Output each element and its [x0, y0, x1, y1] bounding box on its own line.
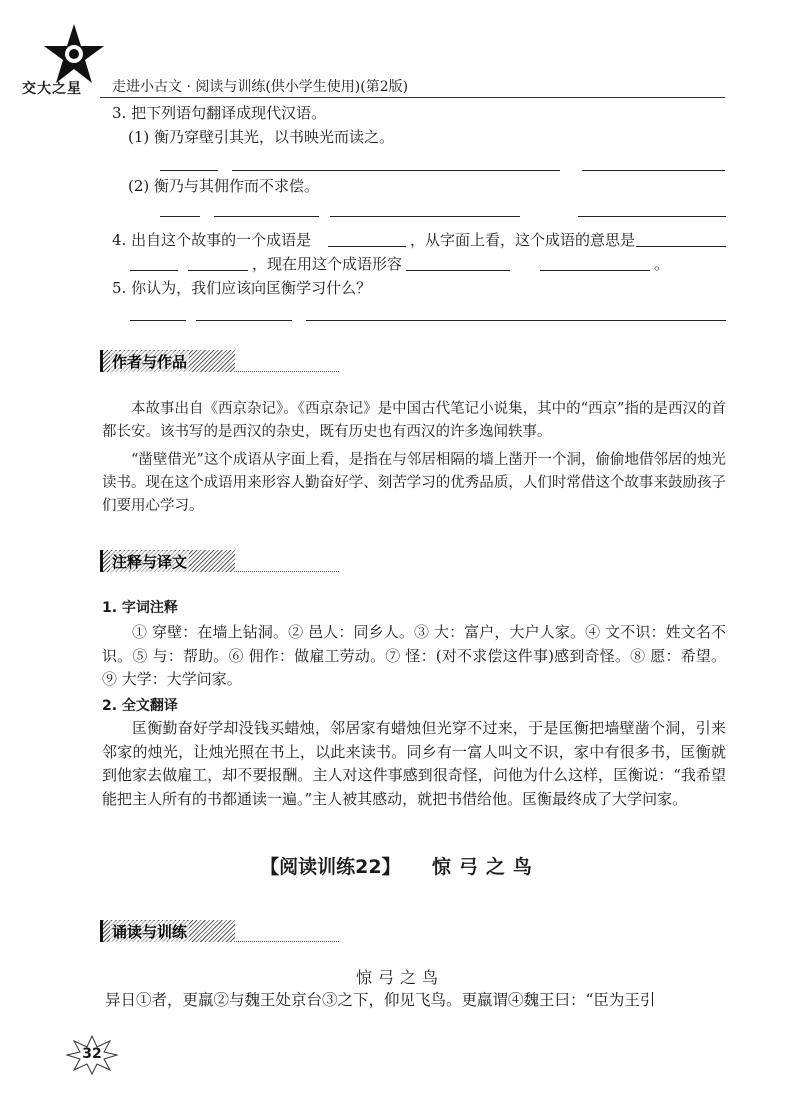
- answer-line[interactable]: [160, 216, 200, 217]
- section-heading-reading: [100, 916, 242, 946]
- answer-line[interactable]: [188, 270, 248, 271]
- question-4-part-b: ，从字面上看，这个成语的意思是: [410, 231, 636, 249]
- answer-line[interactable]: [636, 246, 726, 247]
- section-heading-author: [100, 346, 242, 376]
- brand-text: 交大之星: [22, 81, 82, 97]
- answer-line[interactable]: [406, 270, 510, 271]
- story-text-line: 异日①者，更羸②与魏王处京台③之下，仰见飞鸟。更羸谓④魏王曰：“臣为王引: [105, 991, 656, 1009]
- full-translation: 匡衡勤奋好学却没钱买蜡烛，邻居家有蜡烛但光穿不过来，于是匡衡把墙壁凿个洞，引来邻家的烛光，让烛光照在书上，以此来读书。同乡有一富人叫文不识，家中有很多书，匡衡就到他家去做雇工，却不要报酬。主人对这件事感到很奇怪，问他为什么这样，匡衡说：“我希望能把主人所有的书都通读一遍。”主人被其感动，就把书借给他。匡衡最终成了大学问家。: [102, 719, 726, 808]
- question-3: 3. 把下列语句翻译成现代汉语。: [112, 104, 327, 122]
- question-4-part-a: 4. 出自这个故事的一个成语是: [112, 231, 312, 249]
- notes-subheading-2: 2. 全文翻译: [102, 698, 178, 714]
- answer-line[interactable]: [232, 170, 560, 171]
- section-heading-notes: [100, 546, 242, 576]
- answer-line[interactable]: [130, 270, 178, 271]
- answer-line[interactable]: [582, 170, 725, 171]
- question-3-1: (1) 衡乃穿壁引其光，以书映光而读之。: [128, 128, 395, 146]
- section-heading-label: 作者与作品: [112, 353, 188, 371]
- answer-line[interactable]: [214, 216, 319, 217]
- question-4-end: 。: [654, 255, 670, 273]
- answer-line[interactable]: [578, 216, 726, 217]
- question-4-part-c: ，现在用这个成语形容: [252, 255, 403, 273]
- section-heading-label: 诵读与训练: [112, 923, 188, 941]
- page-number: 32: [82, 1046, 102, 1062]
- book-title: 走进小古文 · 阅读与训练(供小学生使用)(第2版): [112, 79, 409, 95]
- header-rule: [100, 97, 725, 98]
- answer-line[interactable]: [160, 170, 218, 171]
- exercise-label: 【阅读训练22】: [260, 856, 401, 878]
- notes-subheading-1: 1. 字词注释: [102, 600, 178, 616]
- exercise-title: [0, 852, 800, 879]
- answer-line[interactable]: [330, 216, 520, 217]
- answer-line[interactable]: [328, 246, 406, 247]
- author-paragraph-2: “凿壁借光”这个成语从字面上看，是指在与邻居相隔的墙上凿开一个洞，偷偷地借邻居的烛光读书。现在这个成语用来形容人勤奋好学、刻苦学习的优秀品质，人们时常借这个故事来鼓励孩子们要用心学习。: [102, 452, 726, 514]
- answer-line[interactable]: [196, 320, 292, 321]
- story-title: 惊弓之鸟: [355, 968, 444, 987]
- page-number-badge: [66, 1035, 118, 1075]
- exercise-name: 惊弓之鸟: [431, 856, 540, 878]
- word-annotations: ① 穿壁：在墙上钻洞。② 邑人：同乡人。③ 大：富户，大户人家。④ 文不识：姓文名不识。⑤ 与：帮助。⑥ 佣作：做雇工劳动。⑦ 怪：(对不求偿这件事)感到奇怪。⑧ 愿：希望。⑨ 大学：大学问家。: [102, 623, 726, 688]
- section-heading-label: 注释与译文: [112, 553, 188, 571]
- answer-line[interactable]: [306, 320, 726, 321]
- author-paragraph-1: 本故事出自《西京杂记》。《西京杂记》是中国古代笔记小说集，其中的“西京”指的是西汉的首都长安。该书写的是西汉的杂史，既有历史也有西汉的许多逸闻轶事。: [102, 401, 726, 440]
- question-5: 5. 你认为，我们应该向匡衡学习什么？: [112, 279, 372, 297]
- answer-line[interactable]: [130, 320, 186, 321]
- answer-line[interactable]: [540, 270, 650, 271]
- star-logo-icon: [42, 22, 106, 86]
- question-3-2: (2) 衡乃与其佣作而不求偿。: [128, 177, 320, 195]
